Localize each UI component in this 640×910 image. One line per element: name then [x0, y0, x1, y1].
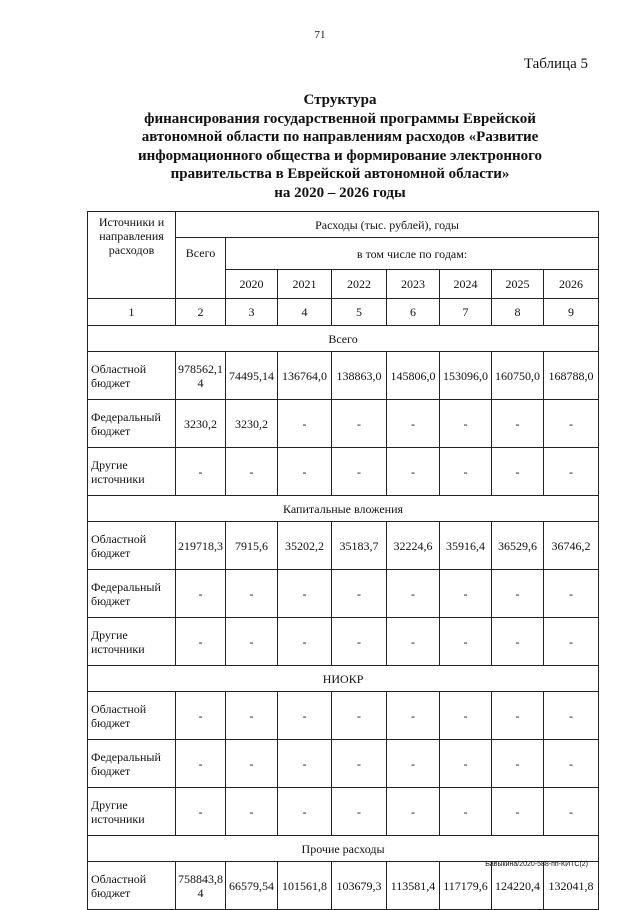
value-cell: -: [440, 740, 492, 788]
table-row: [88, 352, 599, 400]
value-cell: -: [278, 692, 332, 740]
value-cell: 160750,0: [492, 352, 544, 400]
value-cell: -: [226, 618, 278, 666]
table-label: Таблица 5: [523, 56, 588, 72]
value-cell: 7915,6: [226, 522, 278, 570]
value-cell: -: [176, 618, 226, 666]
title-line: правительства в Еврейской автономной области»: [170, 166, 510, 183]
section-row: [88, 666, 599, 692]
value-cell: -: [440, 618, 492, 666]
value-cell: 138863,0: [332, 352, 387, 400]
value-cell: 113581,4: [387, 862, 440, 910]
value-cell: 35916,4: [440, 522, 492, 570]
value-cell: -: [544, 570, 599, 618]
section-title: Прочие расходы: [88, 836, 599, 862]
value-cell: 219718,3: [176, 522, 226, 570]
header-year: 2026: [544, 270, 599, 299]
value-cell: -: [544, 400, 599, 448]
row-label: Федеральный бюджет: [88, 400, 176, 448]
value-cell: -: [492, 692, 544, 740]
section-title: НИОКР: [88, 666, 599, 692]
header-year: 2025: [492, 270, 544, 299]
financing-table: [87, 211, 599, 910]
value-cell: -: [176, 740, 226, 788]
value-cell: -: [332, 788, 387, 836]
value-cell: -: [544, 788, 599, 836]
value-cell: 3230,2: [226, 400, 278, 448]
value-cell: -: [226, 788, 278, 836]
value-cell: -: [387, 400, 440, 448]
page-number: 71: [314, 29, 326, 41]
value-cell: 74495,14: [226, 352, 278, 400]
header-total: Всего: [176, 238, 226, 299]
value-cell: 136764,0: [278, 352, 332, 400]
value-cell: 758843,84: [176, 862, 226, 910]
table-row: [88, 740, 599, 788]
title-line: финансирования государственной программы Еврейской: [144, 110, 536, 127]
value-cell: -: [226, 692, 278, 740]
value-cell: -: [332, 618, 387, 666]
row-label: Другие источники: [88, 618, 176, 666]
document-title: [90, 91, 590, 203]
value-cell: -: [226, 740, 278, 788]
value-cell: -: [332, 740, 387, 788]
value-cell: -: [332, 570, 387, 618]
value-cell: -: [492, 618, 544, 666]
value-cell: -: [387, 618, 440, 666]
table-row: [88, 400, 599, 448]
value-cell: -: [492, 400, 544, 448]
value-cell: 117179,6: [440, 862, 492, 910]
value-cell: -: [332, 692, 387, 740]
value-cell: 35202,2: [278, 522, 332, 570]
value-cell: 36529,6: [492, 522, 544, 570]
title-line: информационного общества и формирование электронного: [137, 147, 543, 164]
value-cell: -: [332, 448, 387, 496]
title-line: на 2020 – 2026 годы: [274, 184, 406, 201]
value-cell: -: [492, 788, 544, 836]
value-cell: -: [492, 448, 544, 496]
value-cell: 101561,8: [278, 862, 332, 910]
value-cell: 153096,0: [440, 352, 492, 400]
section-row: [88, 496, 599, 522]
row-label: Областной бюджет: [88, 692, 176, 740]
value-cell: 124220,4: [492, 862, 544, 910]
value-cell: 66579,54: [226, 862, 278, 910]
header-year: 2024: [440, 270, 492, 299]
row-label: Другие источники: [88, 448, 176, 496]
column-number: 5: [332, 299, 387, 326]
row-label: Федеральный бюджет: [88, 570, 176, 618]
value-cell: -: [387, 570, 440, 618]
column-number: 7: [440, 299, 492, 326]
value-cell: -: [278, 788, 332, 836]
table-row: [88, 862, 599, 910]
row-label: Областной бюджет: [88, 522, 176, 570]
value-cell: -: [440, 570, 492, 618]
value-cell: 132041,8: [544, 862, 599, 910]
value-cell: -: [387, 448, 440, 496]
value-cell: -: [492, 570, 544, 618]
column-number: 9: [544, 299, 599, 326]
table-row: [88, 448, 599, 496]
value-cell: -: [440, 692, 492, 740]
section-row: [88, 326, 599, 352]
value-cell: -: [278, 570, 332, 618]
value-cell: 3230,2: [176, 400, 226, 448]
value-cell: -: [492, 740, 544, 788]
header-expenses: Расходы (тыс. рублей), годы: [176, 212, 599, 238]
value-cell: -: [387, 692, 440, 740]
value-cell: -: [226, 448, 278, 496]
row-label: Областной бюджет: [88, 352, 176, 400]
value-cell: -: [544, 618, 599, 666]
value-cell: -: [544, 740, 599, 788]
row-label: Федеральный бюджет: [88, 740, 176, 788]
value-cell: 103679,3: [332, 862, 387, 910]
row-label: Областной бюджет: [88, 862, 176, 910]
value-cell: -: [332, 400, 387, 448]
value-cell: -: [544, 448, 599, 496]
column-number: 4: [278, 299, 332, 326]
value-cell: -: [278, 400, 332, 448]
column-number: 1: [88, 299, 176, 326]
section-title: Капитальные вложения: [88, 496, 599, 522]
value-cell: 32224,6: [387, 522, 440, 570]
header-year: 2023: [387, 270, 440, 299]
table-row: [88, 618, 599, 666]
value-cell: 168788,0: [544, 352, 599, 400]
table-row: [88, 522, 599, 570]
value-cell: -: [440, 400, 492, 448]
value-cell: -: [278, 618, 332, 666]
value-cell: -: [387, 740, 440, 788]
table-row: [88, 692, 599, 740]
value-cell: 145806,0: [387, 352, 440, 400]
column-number: 6: [387, 299, 440, 326]
column-number: 8: [492, 299, 544, 326]
table-row: [88, 570, 599, 618]
value-cell: 978562,14: [176, 352, 226, 400]
value-cell: -: [176, 692, 226, 740]
value-cell: -: [226, 570, 278, 618]
section-title: Всего: [88, 326, 599, 352]
header-by-years: в том числе по годам:: [226, 238, 599, 270]
table-row: [88, 788, 599, 836]
column-number: 2: [176, 299, 226, 326]
value-cell: -: [440, 448, 492, 496]
value-cell: -: [544, 692, 599, 740]
header-year: 2021: [278, 270, 332, 299]
value-cell: -: [176, 788, 226, 836]
title-line: автономной области по направлениям расходов «Развитие: [141, 129, 539, 146]
header-sources: Источники и направления расходов: [88, 212, 176, 299]
footer-code: Бавыкина/2020-588-пп-КИТС(2): [485, 861, 588, 868]
title-line: Структура: [303, 92, 377, 108]
column-number: 3: [226, 299, 278, 326]
value-cell: -: [176, 570, 226, 618]
value-cell: 35183,7: [332, 522, 387, 570]
row-label: Другие источники: [88, 788, 176, 836]
value-cell: -: [176, 448, 226, 496]
value-cell: -: [440, 788, 492, 836]
value-cell: -: [278, 448, 332, 496]
section-row: [88, 836, 599, 862]
value-cell: -: [278, 740, 332, 788]
value-cell: -: [387, 788, 440, 836]
header-year: 2022: [332, 270, 387, 299]
value-cell: 36746,2: [544, 522, 599, 570]
header-year: 2020: [226, 270, 278, 299]
